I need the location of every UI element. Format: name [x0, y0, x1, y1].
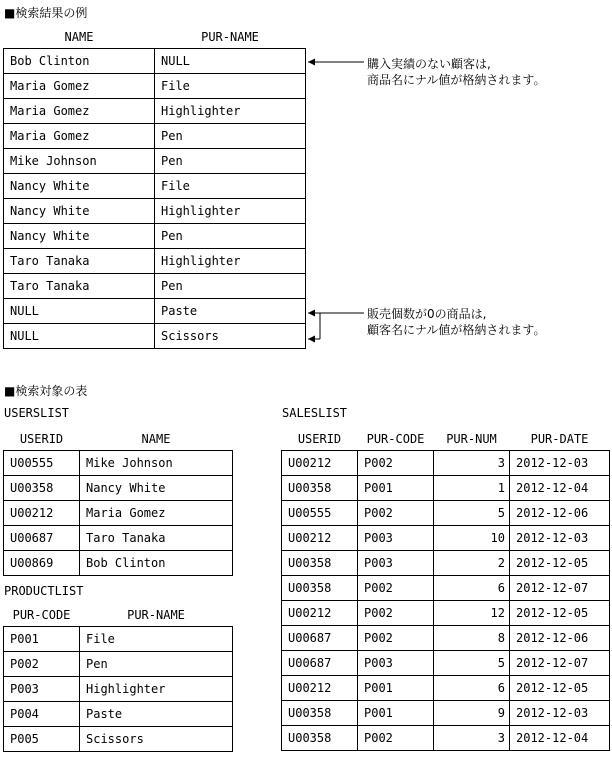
column-header: NAME	[141, 432, 171, 446]
column-header: PUR-NUM	[446, 432, 497, 446]
example-result-body	[4, 26, 306, 349]
table-cell: 2012-12-03	[510, 526, 610, 551]
table-cell: Taro Tanaka	[4, 274, 155, 299]
table-cell: P002	[358, 501, 434, 526]
table-cell: P003	[358, 551, 434, 576]
table-row	[282, 476, 610, 501]
column-header: PUR-DATE	[530, 432, 589, 446]
table-cell: NULL	[155, 49, 306, 74]
table-row	[4, 526, 233, 551]
table-cell: Bob Clinton	[80, 551, 233, 576]
table-row	[282, 676, 610, 701]
table-row	[4, 124, 306, 149]
note-customers-without-purchases	[367, 56, 545, 88]
table-row	[4, 652, 233, 677]
table-cell: Nancy White	[4, 199, 155, 224]
table-row	[4, 199, 306, 224]
table-row	[282, 726, 610, 751]
productlist-body	[4, 604, 233, 752]
productlist-table	[3, 604, 233, 752]
table-cell: File	[80, 627, 233, 652]
table-cell: Highlighter	[155, 249, 306, 274]
table-row	[4, 451, 233, 476]
table-cell: U00358	[282, 551, 358, 576]
table-cell: Maria Gomez	[80, 501, 233, 526]
table-header-row	[4, 428, 233, 451]
table-cell: Bob Clinton	[4, 49, 155, 74]
table-cell: File	[155, 74, 306, 99]
table-row	[282, 651, 610, 676]
table-cell: U00212	[4, 501, 80, 526]
table-cell: 5	[434, 651, 510, 676]
table-row	[4, 727, 233, 752]
table-cell: 2012-12-07	[510, 576, 610, 601]
table-row	[4, 99, 306, 124]
table-row	[282, 451, 610, 476]
table-cell: 1	[434, 476, 510, 501]
table-cell: 2012-12-06	[510, 626, 610, 651]
table-cell: 2012-12-03	[510, 451, 610, 476]
table-cell: Taro Tanaka	[4, 249, 155, 274]
table-row	[4, 627, 233, 652]
table-cell: Nancy White	[4, 224, 155, 249]
table-cell: NULL	[4, 324, 155, 349]
table-cell: U00358	[282, 476, 358, 501]
table-cell: 2012-12-05	[510, 551, 610, 576]
table-row	[4, 476, 233, 501]
table-cell: Taro Tanaka	[80, 526, 233, 551]
table-row	[4, 49, 306, 74]
table-cell: P001	[358, 476, 434, 501]
table-cell: U00212	[282, 601, 358, 626]
table-cell: Pen	[155, 274, 306, 299]
column-header: PUR-NAME	[127, 608, 185, 622]
table-cell: 2012-12-05	[510, 676, 610, 701]
note1-line1: 購入実績のない顧客は,	[367, 57, 491, 71]
table-cell: 2012-12-03	[510, 701, 610, 726]
table-cell: Highlighter	[80, 677, 233, 702]
table-row	[4, 299, 306, 324]
table-cell: 2012-12-04	[510, 726, 610, 751]
table-cell: P001	[4, 627, 80, 652]
table-cell: Pen	[155, 224, 306, 249]
table-row	[4, 501, 233, 526]
table-cell: 5	[434, 501, 510, 526]
table-cell: Maria Gomez	[4, 124, 155, 149]
table-cell: 9	[434, 701, 510, 726]
table-cell: Maria Gomez	[4, 74, 155, 99]
table-cell: U00358	[4, 476, 80, 501]
table-cell: P002	[4, 652, 80, 677]
column-header: USERID	[19, 432, 64, 446]
table-cell: Maria Gomez	[4, 99, 155, 124]
table-cell: P002	[358, 576, 434, 601]
note2-line1: 販売個数が0の商品は,	[367, 307, 487, 321]
table-cell: 8	[434, 626, 510, 651]
table-cell: P002	[358, 451, 434, 476]
table-row	[4, 677, 233, 702]
column-header: PUR-NAME	[201, 30, 259, 44]
table-cell: U00212	[282, 451, 358, 476]
table-cell: 2	[434, 551, 510, 576]
table-cell: Paste	[155, 299, 306, 324]
table-cell: 3	[434, 726, 510, 751]
table-row	[4, 324, 306, 349]
table-row	[4, 249, 306, 274]
table-cell: Highlighter	[155, 99, 306, 124]
table-cell: P003	[358, 526, 434, 551]
table-cell: Scissors	[80, 727, 233, 752]
table-cell: P003	[4, 677, 80, 702]
column-header: NAME	[64, 30, 94, 44]
table-cell: U00212	[282, 526, 358, 551]
table-cell: U00358	[282, 701, 358, 726]
table-row	[4, 224, 306, 249]
table-cell: P002	[358, 626, 434, 651]
table-cell: Pen	[80, 652, 233, 677]
table-cell: Pen	[155, 149, 306, 174]
table-header-row	[4, 604, 233, 627]
table-cell: File	[155, 174, 306, 199]
table-row	[282, 701, 610, 726]
userslist-title: USERSLIST	[4, 406, 70, 420]
table-row	[282, 601, 610, 626]
table-row	[4, 174, 306, 199]
table-cell: P003	[358, 651, 434, 676]
table-row	[4, 74, 306, 99]
table-cell: Nancy White	[4, 174, 155, 199]
arrow-note2-bracket	[320, 313, 364, 339]
table-cell: NULL	[4, 299, 155, 324]
column-header: PUR-CODE	[366, 432, 425, 446]
table-cell: U00869	[4, 551, 80, 576]
table-cell: Paste	[80, 702, 233, 727]
table-cell: P001	[358, 676, 434, 701]
userslist-body	[4, 428, 233, 576]
table-cell: Scissors	[155, 324, 306, 349]
productlist-title: PRODUCTLIST	[4, 584, 84, 598]
targets-heading: ■検索対象の表	[4, 384, 88, 398]
table-cell: P001	[358, 701, 434, 726]
table-cell: P004	[4, 702, 80, 727]
table-header-row	[282, 428, 610, 451]
table-cell: P005	[4, 727, 80, 752]
table-cell: Highlighter	[155, 199, 306, 224]
table-cell: 12	[434, 601, 510, 626]
table-row	[282, 576, 610, 601]
table-cell: P002	[358, 726, 434, 751]
table-cell: U00687	[282, 651, 358, 676]
example-result-table	[3, 26, 306, 349]
saleslist-body	[282, 428, 610, 751]
table-cell: Nancy White	[80, 476, 233, 501]
table-cell: U00687	[282, 626, 358, 651]
table-cell: 10	[434, 526, 510, 551]
table-cell: 2012-12-07	[510, 651, 610, 676]
saleslist-table	[281, 428, 610, 751]
table-cell: U00358	[282, 726, 358, 751]
column-header: PUR-CODE	[12, 608, 71, 622]
table-row	[282, 501, 610, 526]
note-products-without-sales	[367, 306, 545, 338]
userslist-table	[3, 428, 233, 576]
table-cell: 2012-12-04	[510, 476, 610, 501]
table-row	[282, 526, 610, 551]
table-cell: 3	[434, 451, 510, 476]
table-row	[4, 551, 233, 576]
saleslist-title: SALESLIST	[282, 406, 348, 420]
table-cell: Mike Johnson	[80, 451, 233, 476]
table-cell: P002	[358, 601, 434, 626]
table-cell: U00358	[282, 576, 358, 601]
table-cell: U00555	[4, 451, 80, 476]
table-cell: 6	[434, 576, 510, 601]
table-row	[4, 149, 306, 174]
table-header-row	[4, 26, 306, 49]
table-row	[4, 702, 233, 727]
table-row	[282, 626, 610, 651]
table-cell: 2012-12-05	[510, 601, 610, 626]
table-cell: 6	[434, 676, 510, 701]
note2-line2: 顧客名にナル値が格納されます。	[367, 323, 546, 337]
table-row	[4, 274, 306, 299]
table-cell: U00212	[282, 676, 358, 701]
example-heading: ■検索結果の例	[4, 6, 88, 20]
table-row	[282, 551, 610, 576]
table-cell: 2012-12-06	[510, 501, 610, 526]
table-cell: U00555	[282, 501, 358, 526]
note1-line2: 商品名にナル値が格納されます。	[367, 73, 546, 87]
column-header: USERID	[297, 432, 342, 446]
table-cell: U00687	[4, 526, 80, 551]
table-cell: Mike Johnson	[4, 149, 155, 174]
table-cell: Pen	[155, 124, 306, 149]
